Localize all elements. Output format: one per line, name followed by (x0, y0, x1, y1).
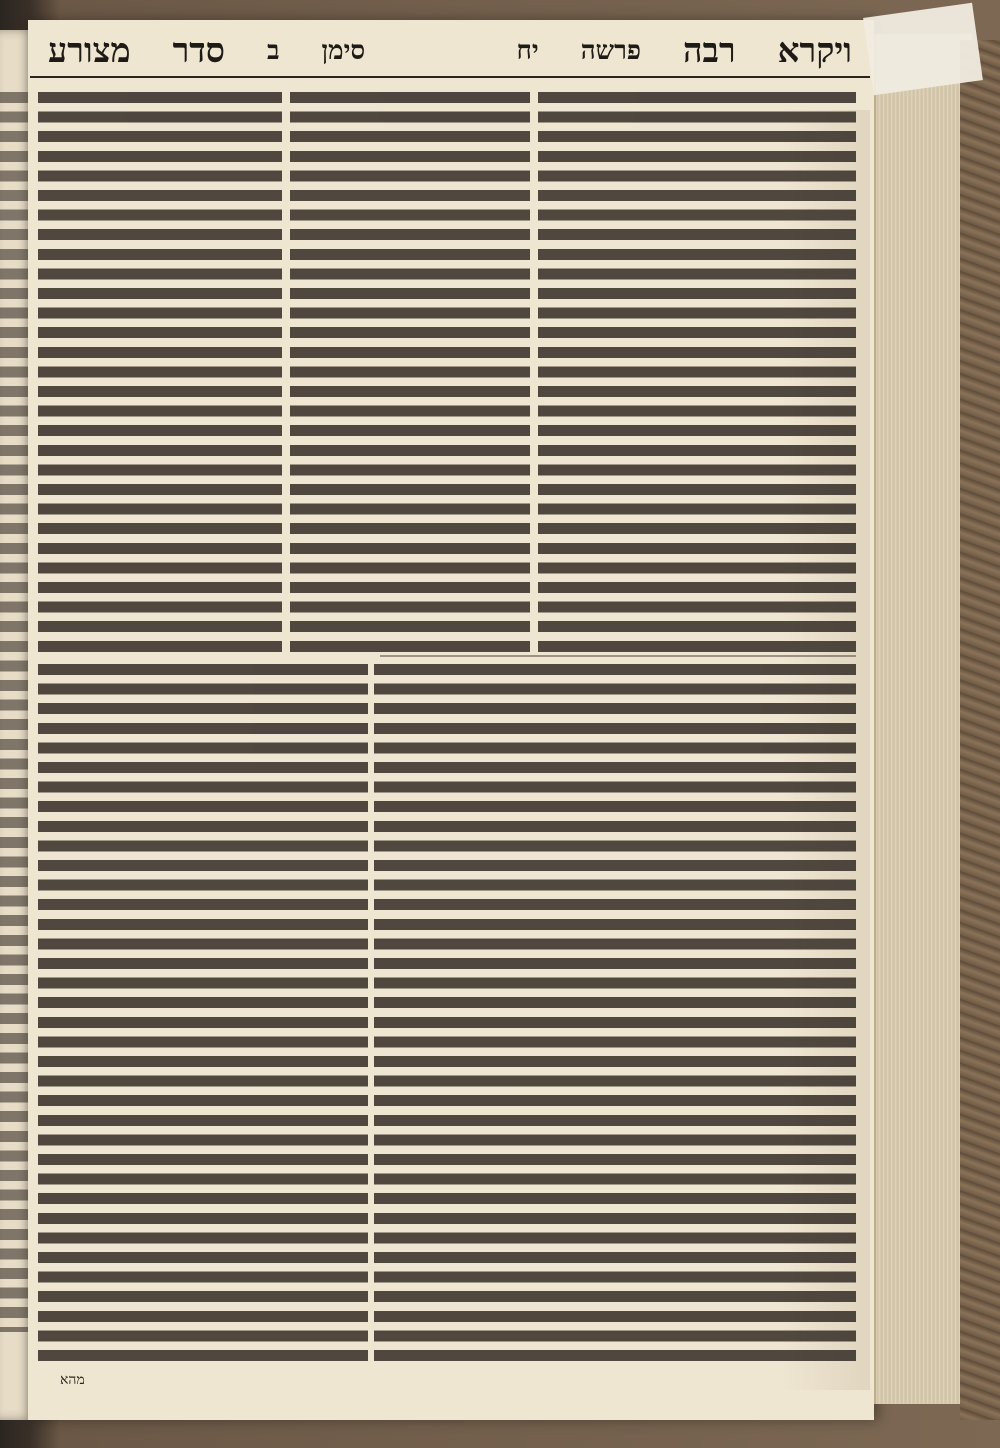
commentary-column-left (38, 92, 282, 652)
siman-label: סימן (321, 36, 366, 66)
commentary-column-bottom-left (38, 664, 368, 1369)
commentary-column-right (538, 92, 856, 652)
column-text (38, 92, 282, 112)
siman-number: ב (267, 36, 280, 66)
header-left-group (48, 31, 365, 71)
repair-tape (863, 3, 983, 96)
parasha-number: יח (516, 36, 539, 66)
seder-label: סדר (172, 31, 226, 71)
commentary-column-bottom-right (374, 664, 856, 1369)
binding-cover (960, 40, 1000, 1420)
column-text (374, 664, 856, 684)
book-title-2: רבה (683, 31, 736, 71)
page-block-edge (874, 34, 972, 1404)
facing-page-text (0, 92, 28, 1332)
header-right-group (517, 31, 853, 71)
book-title: ויקרא (777, 31, 852, 71)
column-text (538, 92, 856, 112)
midrash-column-center (290, 92, 530, 652)
running-header (30, 26, 870, 78)
section-divider (380, 655, 856, 657)
column-text (38, 664, 368, 684)
seder-name: מצורע (48, 31, 131, 71)
parasha-label: פרשה (580, 36, 641, 66)
catchword: מהא (60, 1372, 85, 1388)
column-text (290, 92, 530, 112)
